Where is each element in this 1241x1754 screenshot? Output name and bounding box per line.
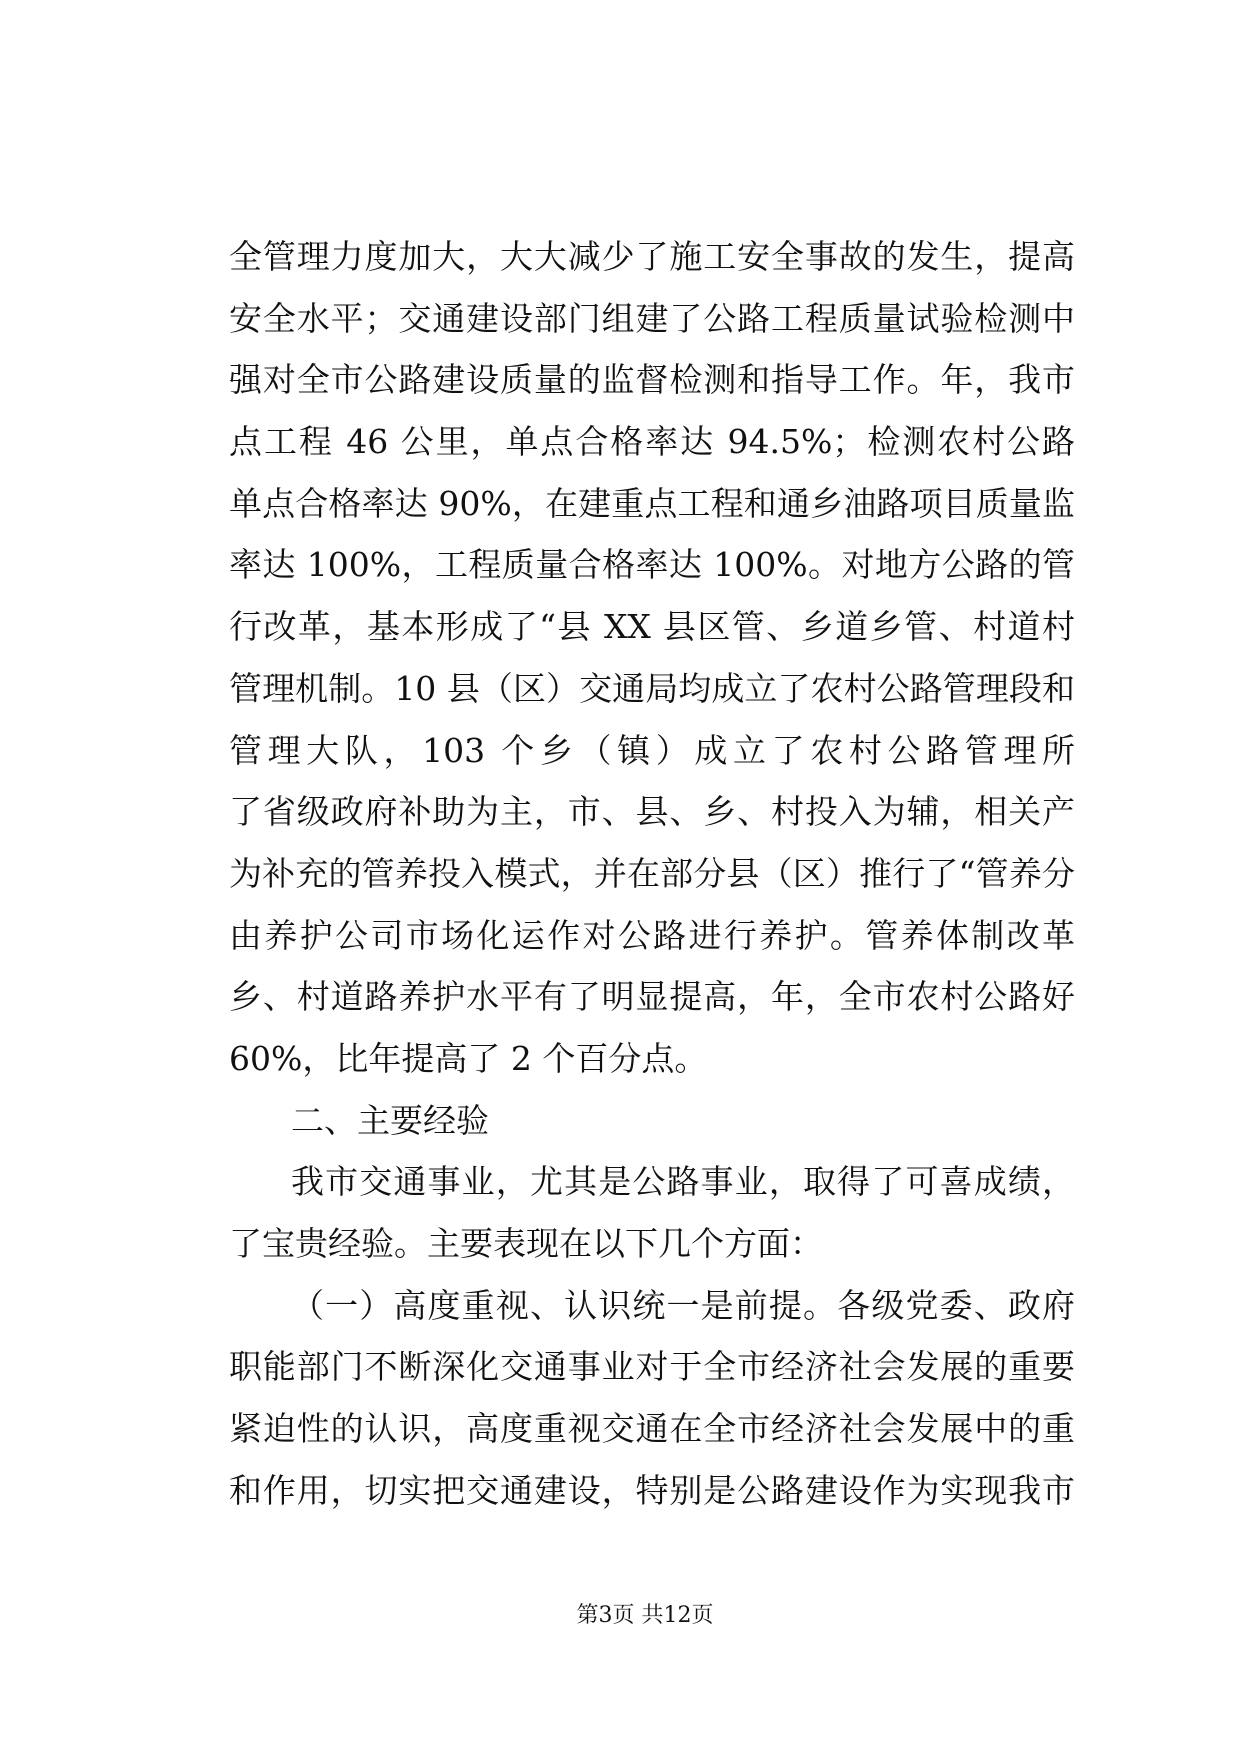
text-line: 率达 100%，工程质量合格率达 100%。对地方公路的管: [229, 545, 1075, 585]
text-line: 乡、村道路养护水平有了明显提高，年，全市农村公路好: [229, 977, 1075, 1017]
text-line: 安全水平；交通建设部门组建了公路工程质量试验检测中: [229, 298, 1075, 338]
text-line: 由养护公司市场化运作对公路进行养护。管养体制改革: [229, 915, 1075, 955]
text-line: 60%，比年提高了 2 个百分点。: [229, 1038, 708, 1078]
page-number: 第3页 共12页: [576, 1603, 714, 1628]
text-line: 点工程 46 公里，单点合格率达 94.5%；检测农村公路: [229, 422, 1075, 462]
text-line: 强对全市公路建设质量的监督检测和指导工作。年，我市: [229, 360, 1075, 400]
text-line: 管理大队，103 个乡（镇）成立了农村公路管理所: [229, 730, 1075, 770]
section-heading: 二、主要经验: [291, 1100, 489, 1140]
text-line: 了省级政府补助为主，市、县、乡、村投入为辅，相关产: [229, 792, 1075, 832]
text-line: 和作用，切实把交通建设，特别是公路建设作为实现我市: [229, 1470, 1075, 1510]
text-line: 我市交通事业，尤其是公路事业，取得了可喜成绩，: [291, 1162, 1075, 1202]
subsection-line: （一）高度重视、认识统一是前提。各级党委、政府: [291, 1285, 1075, 1325]
text-line: 管理机制。10 县（区）交通局均成立了农村公路管理段和: [229, 668, 1075, 708]
text-line: 了宝贵经验。主要表现在以下几个方面：: [229, 1224, 823, 1263]
text-line: 行改革，基本形成了“县 XX 县区管、乡道乡管、村道村: [229, 607, 1075, 647]
text-line: 为补充的管养投入模式，并在部分县（区）推行了“管养分: [229, 853, 1075, 893]
text-line: 职能部门不断深化交通事业对于全市经济社会发展的重要: [229, 1347, 1075, 1387]
document-body: [229, 226, 1075, 1521]
text-line: 单点合格率达 90%，在建重点工程和通乡油路项目质量监: [229, 483, 1075, 523]
text-line: 紧迫性的认识，高度重视交通在全市经济社会发展中的重: [229, 1409, 1075, 1449]
text-line: 全管理力度加大，大大减少了施工安全事故的发生，提高: [229, 237, 1075, 276]
